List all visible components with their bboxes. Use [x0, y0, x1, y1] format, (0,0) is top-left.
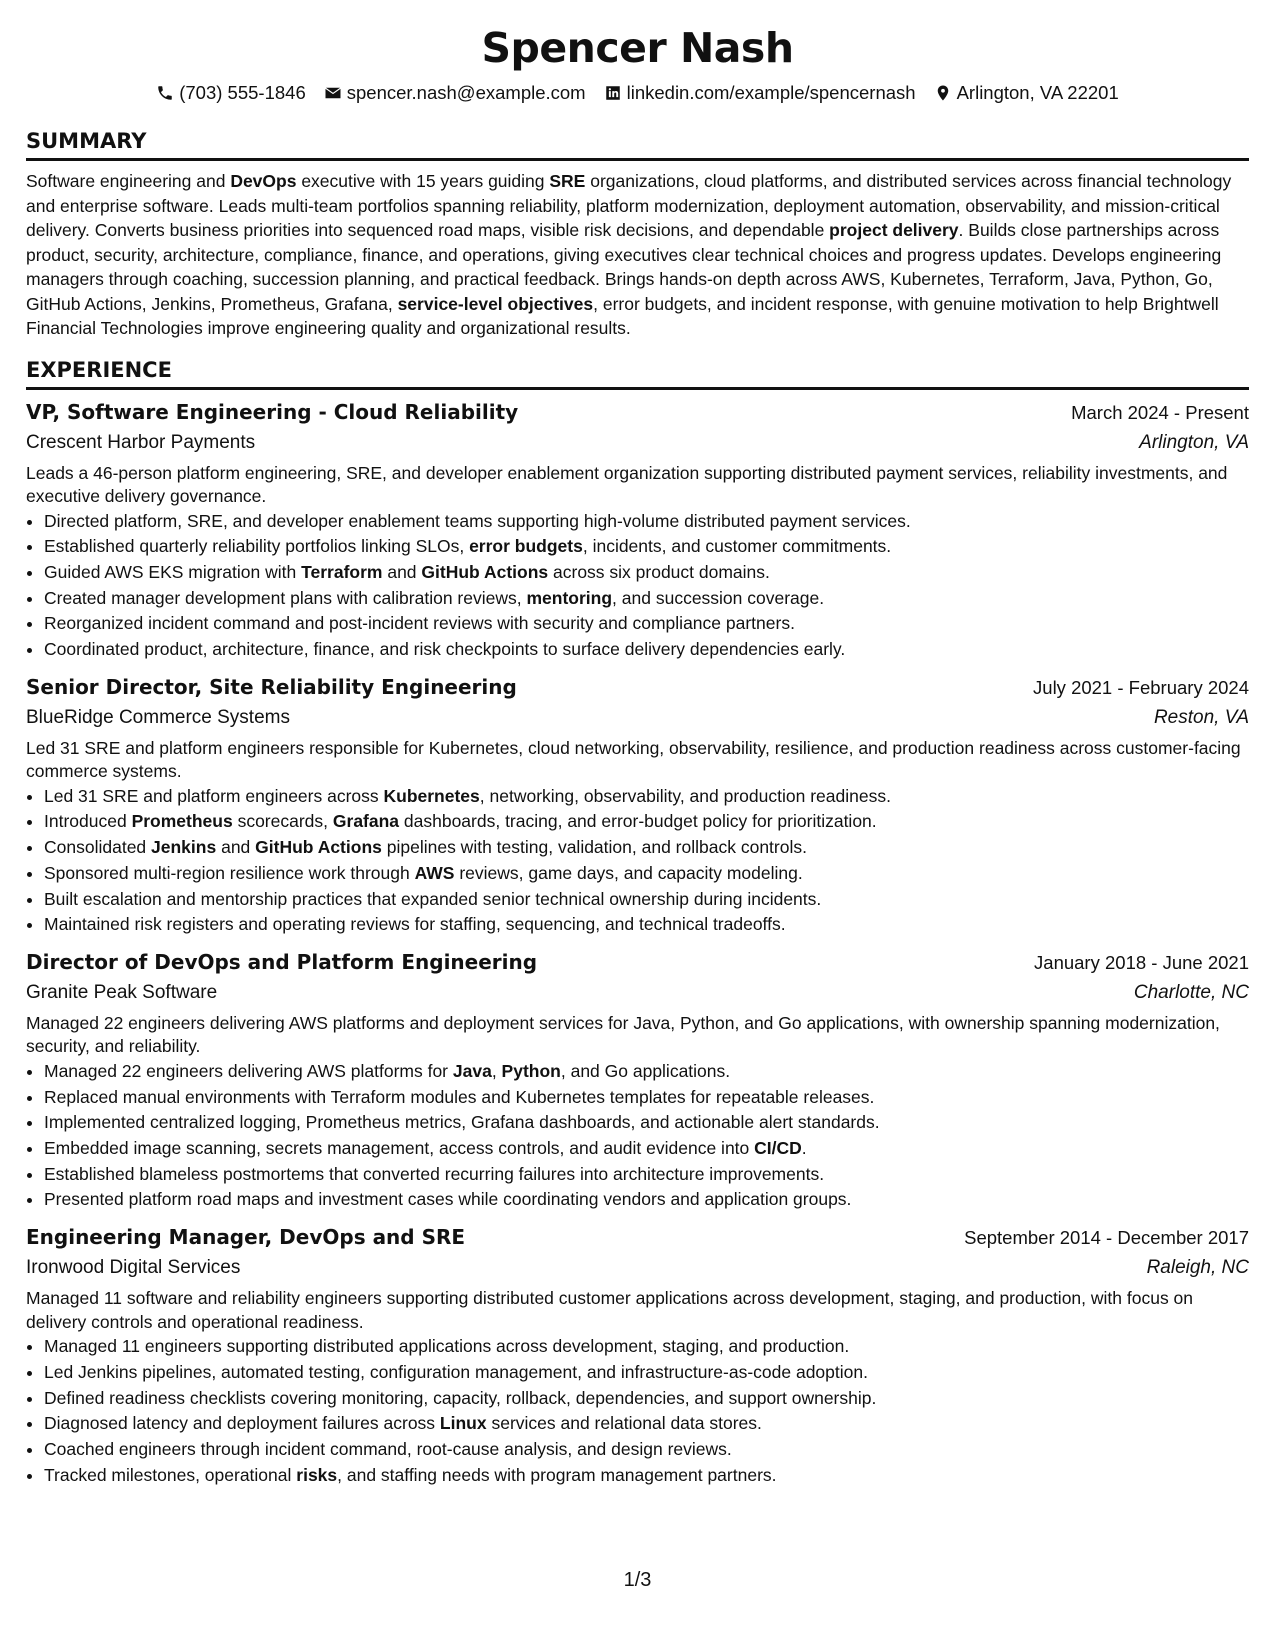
bullet-item — [44, 1085, 1249, 1111]
contact-location — [934, 82, 1119, 104]
bold-keyword: mentoring — [526, 587, 613, 608]
text-run: Consolidated — [44, 837, 152, 858]
text-run: , and Go applications. — [560, 1060, 731, 1081]
job-title: Engineering Manager, DevOps and SRE — [26, 1225, 466, 1250]
job-location: Arlington, VA — [1139, 431, 1249, 453]
candidate-name: Spencer Nash — [481, 24, 794, 72]
job-location: Reston, VA — [1153, 706, 1249, 728]
job-entry — [26, 398, 1249, 663]
location-text: Arlington, VA 22201 — [956, 82, 1119, 103]
text-run: Managed 11 engineers supporting distributed applications across development, staging, and production. — [44, 1336, 850, 1357]
text-run: , and staffing needs with program management partners. — [337, 1464, 777, 1485]
text-run: Presented platform road maps and investment cases while coordinating vendors and application groups. — [44, 1189, 852, 1210]
email-text[interactable]: spencer.nash@example.com — [346, 82, 586, 103]
text-run: , and succession coverage. — [612, 587, 825, 608]
bold-keyword: GitHub Actions — [255, 837, 382, 858]
bullet-item — [44, 1463, 1249, 1489]
job-title: Director of DevOps and Platform Engineering — [26, 949, 538, 974]
job-title: VP, Software Engineering - Cloud Reliability — [26, 399, 519, 424]
bullet-item — [44, 534, 1249, 560]
bold-keyword: risks — [296, 1464, 338, 1485]
bullet-item — [44, 1360, 1249, 1386]
bullet-item — [44, 637, 1249, 663]
text-run: Directed platform, SRE, and developer enablement teams supporting high-volume distributed payment services. — [44, 510, 911, 531]
bold-keyword: Terraform — [301, 561, 383, 582]
text-run: services and relational data stores. — [486, 1413, 762, 1434]
bullet-item — [44, 1162, 1249, 1188]
text-run: Coordinated product, architecture, finance, and risk checkpoints to surface delivery dependencies early. — [44, 639, 846, 660]
phone-text: (703) 555-1846 — [179, 82, 306, 103]
job-bullets — [26, 784, 1249, 938]
text-run: pipelines with testing, validation, and rollback controls. — [381, 837, 807, 858]
bullet-item — [44, 912, 1249, 938]
job-bullets — [26, 1334, 1249, 1488]
linkedin-icon — [604, 84, 622, 102]
summary-text — [26, 169, 1249, 341]
text-run: Introduced — [44, 811, 132, 832]
text-run: organizations, cloud platforms, and distributed services across financial technology and enterprise software. Leads multi-team portfolios spanning reliability, platform modernization, deployment automation, observability, and mission-critical delivery. Converts business priorities into sequenced road maps, visible risk decisions, and dependable — [26, 171, 1232, 240]
envelope-icon — [324, 84, 342, 102]
job-dates: March 2024 - Present — [1071, 401, 1249, 423]
text-run: , error budgets, and incident response, with genuine motivation to help Brightwell Financial Technologies improve engineering quality and organizational results. — [26, 293, 1219, 338]
bold-keyword: DevOps — [230, 171, 297, 191]
bold-keyword: Grafana — [332, 811, 400, 832]
bullet-item — [44, 1437, 1249, 1463]
job-dates: January 2018 - June 2021 — [1034, 951, 1249, 973]
job-location: Raleigh, NC — [1146, 1257, 1249, 1279]
text-run: Maintained risk registers and operating reviews for staffing, sequencing, and technical tradeoffs. — [44, 914, 786, 935]
text-run: Implemented centralized logging, Prometheus metrics, Grafana dashboards, and actionable alert standards. — [44, 1112, 880, 1133]
job-entry — [26, 673, 1249, 938]
text-run: Sponsored multi-region resilience work through — [44, 862, 415, 883]
text-run: Diagnosed latency and deployment failures across — [44, 1413, 440, 1434]
bullet-item — [44, 1136, 1249, 1162]
job-dates: July 2021 - February 2024 — [1033, 676, 1249, 698]
bullet-item — [44, 1411, 1249, 1437]
bold-keyword: AWS — [414, 862, 455, 883]
bold-keyword: Java — [452, 1060, 492, 1081]
bullet-item — [44, 611, 1249, 637]
bullet-item — [44, 509, 1249, 535]
bold-keyword: Python — [501, 1060, 561, 1081]
text-run: . — [801, 1138, 807, 1159]
bold-keyword: project delivery — [829, 220, 959, 240]
bold-keyword: SRE — [549, 171, 586, 191]
bullet-item — [44, 861, 1249, 887]
job-bullets — [26, 1059, 1249, 1213]
bullet-item — [44, 887, 1249, 913]
job-company: Ironwood Digital Services — [26, 1257, 241, 1279]
bullet-item — [44, 809, 1249, 835]
bold-keyword: error budgets — [469, 536, 583, 557]
text-run: Defined readiness checklists covering monitoring, capacity, rollback, dependencies, and support ownership. — [44, 1387, 877, 1408]
job-dates: September 2014 - December 2017 — [964, 1227, 1249, 1249]
bullet-item — [44, 835, 1249, 861]
text-run: and — [382, 561, 422, 582]
experience-list — [26, 398, 1249, 1489]
linkedin-text[interactable]: linkedin.com/example/spencernash — [626, 82, 916, 103]
bullet-item — [44, 586, 1249, 612]
text-run: Reorganized incident command and post-incident reviews with security and compliance partners. — [44, 613, 795, 634]
bold-keyword: service-level objectives — [397, 293, 594, 314]
contact-linkedin[interactable] — [604, 82, 916, 104]
job-company: Crescent Harbor Payments — [26, 431, 256, 453]
text-run: Led 31 SRE and platform engineers across — [44, 785, 384, 806]
experience-heading: EXPERIENCE — [26, 357, 1249, 390]
job-company: BlueRidge Commerce Systems — [26, 706, 290, 728]
bold-keyword: Prometheus — [131, 811, 233, 832]
text-run: Established blameless postmortems that converted recurring failures into architecture improvements. — [44, 1163, 825, 1184]
text-run: Created manager development plans with calibration reviews, — [44, 587, 527, 608]
summary-heading: SUMMARY — [26, 128, 1249, 161]
text-run: Guided AWS EKS migration with — [44, 561, 302, 582]
text-run: Replaced manual environments with Terraform modules and Kubernetes templates for repeatable releases. — [44, 1086, 875, 1107]
text-run: and — [216, 837, 256, 858]
job-title: Senior Director, Site Reliability Engineering — [26, 674, 517, 699]
job-description: Leads a 46-person platform engineering, SRE, and developer enablement organization supporting distributed payment services, reliability investments, and executive delivery governance. — [26, 462, 1228, 506]
text-run: Embedded image scanning, secrets management, access controls, and audit evidence into — [44, 1138, 755, 1159]
text-run: Led Jenkins pipelines, automated testing, configuration management, and infrastructure-as-code adoption. — [44, 1361, 868, 1382]
bold-keyword: GitHub Actions — [421, 561, 549, 582]
job-company: Granite Peak Software — [26, 981, 218, 1003]
bullet-item — [44, 1187, 1249, 1213]
text-run: , incidents, and customer commitments. — [582, 536, 892, 557]
contact-bar — [26, 82, 1249, 104]
bold-keyword: CI/CD — [754, 1138, 802, 1159]
bullet-item — [44, 1059, 1249, 1085]
contact-email[interactable] — [324, 82, 586, 104]
bold-keyword: Linux — [439, 1413, 487, 1434]
phone-icon — [156, 84, 174, 102]
text-run: scorecards, — [232, 811, 333, 832]
text-run: Established quarterly reliability portfolios linking SLOs, — [44, 536, 470, 557]
bullet-item — [44, 784, 1249, 810]
map-pin-icon — [934, 84, 952, 102]
job-description: Managed 11 software and reliability engineers supporting distributed customer applications across development, staging, and production, with focus on delivery controls and operational readiness. — [26, 1288, 1194, 1332]
job-description: Managed 22 engineers delivering AWS platforms and deployment services for Java, Python, and Go applications, with ownership spanning modernization, security, and reliability. — [26, 1012, 1220, 1057]
text-run: , — [491, 1060, 502, 1081]
text-run: , networking, observability, and production readiness. — [479, 785, 891, 806]
bullet-item — [44, 560, 1249, 586]
text-run: dashboards, tracing, and error-budget policy for prioritization. — [399, 811, 877, 832]
job-entry — [26, 948, 1249, 1213]
text-run: Coached engineers through incident command, root-cause analysis, and design reviews. — [44, 1438, 732, 1459]
bullet-item — [44, 1110, 1249, 1136]
page-number: 1/3 — [623, 1569, 652, 1591]
text-run: Managed 22 engineers delivering AWS platforms for — [44, 1060, 453, 1081]
job-bullets — [26, 509, 1249, 663]
bullet-item — [44, 1334, 1249, 1360]
bullet-item — [44, 1386, 1249, 1412]
text-run: Tracked milestones, operational — [44, 1464, 297, 1485]
job-location: Charlotte, NC — [1133, 981, 1249, 1003]
bold-keyword: Jenkins — [151, 837, 217, 858]
text-run: across six product domains. — [548, 561, 770, 582]
text-run: executive with 15 years guiding — [296, 171, 550, 191]
bold-keyword: Kubernetes — [383, 785, 480, 806]
contact-phone — [156, 82, 306, 104]
text-run: Built escalation and mentorship practices that expanded senior technical ownership during incidents. — [44, 888, 822, 909]
text-run: reviews, game days, and capacity modeling. — [454, 862, 803, 883]
text-run: . Builds close partnerships across product, security, architecture, compliance, finance, and operations, giving executives clear technical choices and progress updates. Develops engineering managers through coaching, succession planning, and practical feedback. Brings hands-on depth across AWS, Kubernetes, Terraform, Java, Python, Go, GitHub Actions, Jenkins, Prometheus, Grafana, — [26, 220, 1222, 314]
job-entry — [26, 1223, 1249, 1488]
text-run: Software engineering and — [26, 171, 231, 191]
resume-page — [26, 0, 1249, 1488]
job-description: Led 31 SRE and platform engineers responsible for Kubernetes, cloud networking, observability, resilience, and production readiness across customer-facing commerce systems. — [26, 737, 1241, 782]
